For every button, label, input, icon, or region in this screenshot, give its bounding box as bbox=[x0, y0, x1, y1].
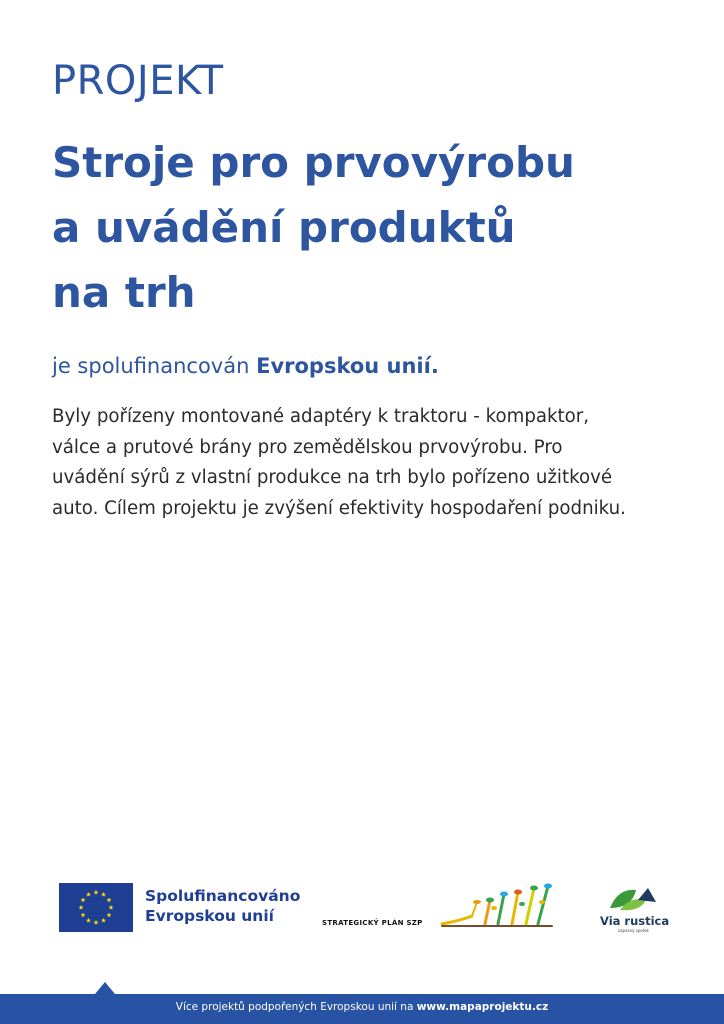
project-description bbox=[52, 402, 692, 524]
cofinancing-statement bbox=[52, 354, 439, 378]
via-rustica-name: Via rustica bbox=[600, 914, 670, 928]
cofinancing-prefix: je spolufinancován bbox=[52, 354, 257, 378]
footer-caption: Více projektů podpořených Evropskou unií na bbox=[175, 1001, 417, 1013]
project-title bbox=[52, 130, 692, 325]
description-line-3: uvádění sýrů z vlastní produkce na trh bylo pořízeno užitkové bbox=[52, 467, 613, 488]
project-kicker: PROJEKT bbox=[52, 58, 224, 104]
via-rustica-subtitle: zapsaný spolek bbox=[618, 928, 649, 933]
eu-flag-icon bbox=[59, 883, 133, 932]
description-line-2: válce a prutové brány pro zemědělskou prvovýrobu. Pro bbox=[52, 436, 563, 458]
title-line-1: Stroje pro prvovýrobu bbox=[52, 138, 575, 187]
title-line-2: a uvádění produktů bbox=[52, 203, 516, 252]
footer-text bbox=[0, 1001, 724, 1013]
cofinancing-emphasis: Evropskou unií. bbox=[256, 354, 439, 378]
description-line-1: Byly pořízeny montované adaptéry k traktoru - kompaktor, bbox=[52, 406, 590, 427]
szp-label: STRATEGICKÝ PLÁN SZP bbox=[322, 919, 423, 927]
eu-cofinanced-label bbox=[145, 886, 300, 926]
eu-line-1: Spolufinancováno bbox=[145, 887, 301, 905]
footer-notch bbox=[95, 982, 115, 994]
eu-line-2: Evropskou unií bbox=[145, 907, 274, 925]
title-line-3: na trh bbox=[52, 268, 196, 317]
description-line-4: auto. Cílem projektu je zvýšení efektivity hospodaření podniku. bbox=[52, 497, 626, 519]
footer-link[interactable]: www.mapaprojektu.cz bbox=[416, 1001, 549, 1013]
